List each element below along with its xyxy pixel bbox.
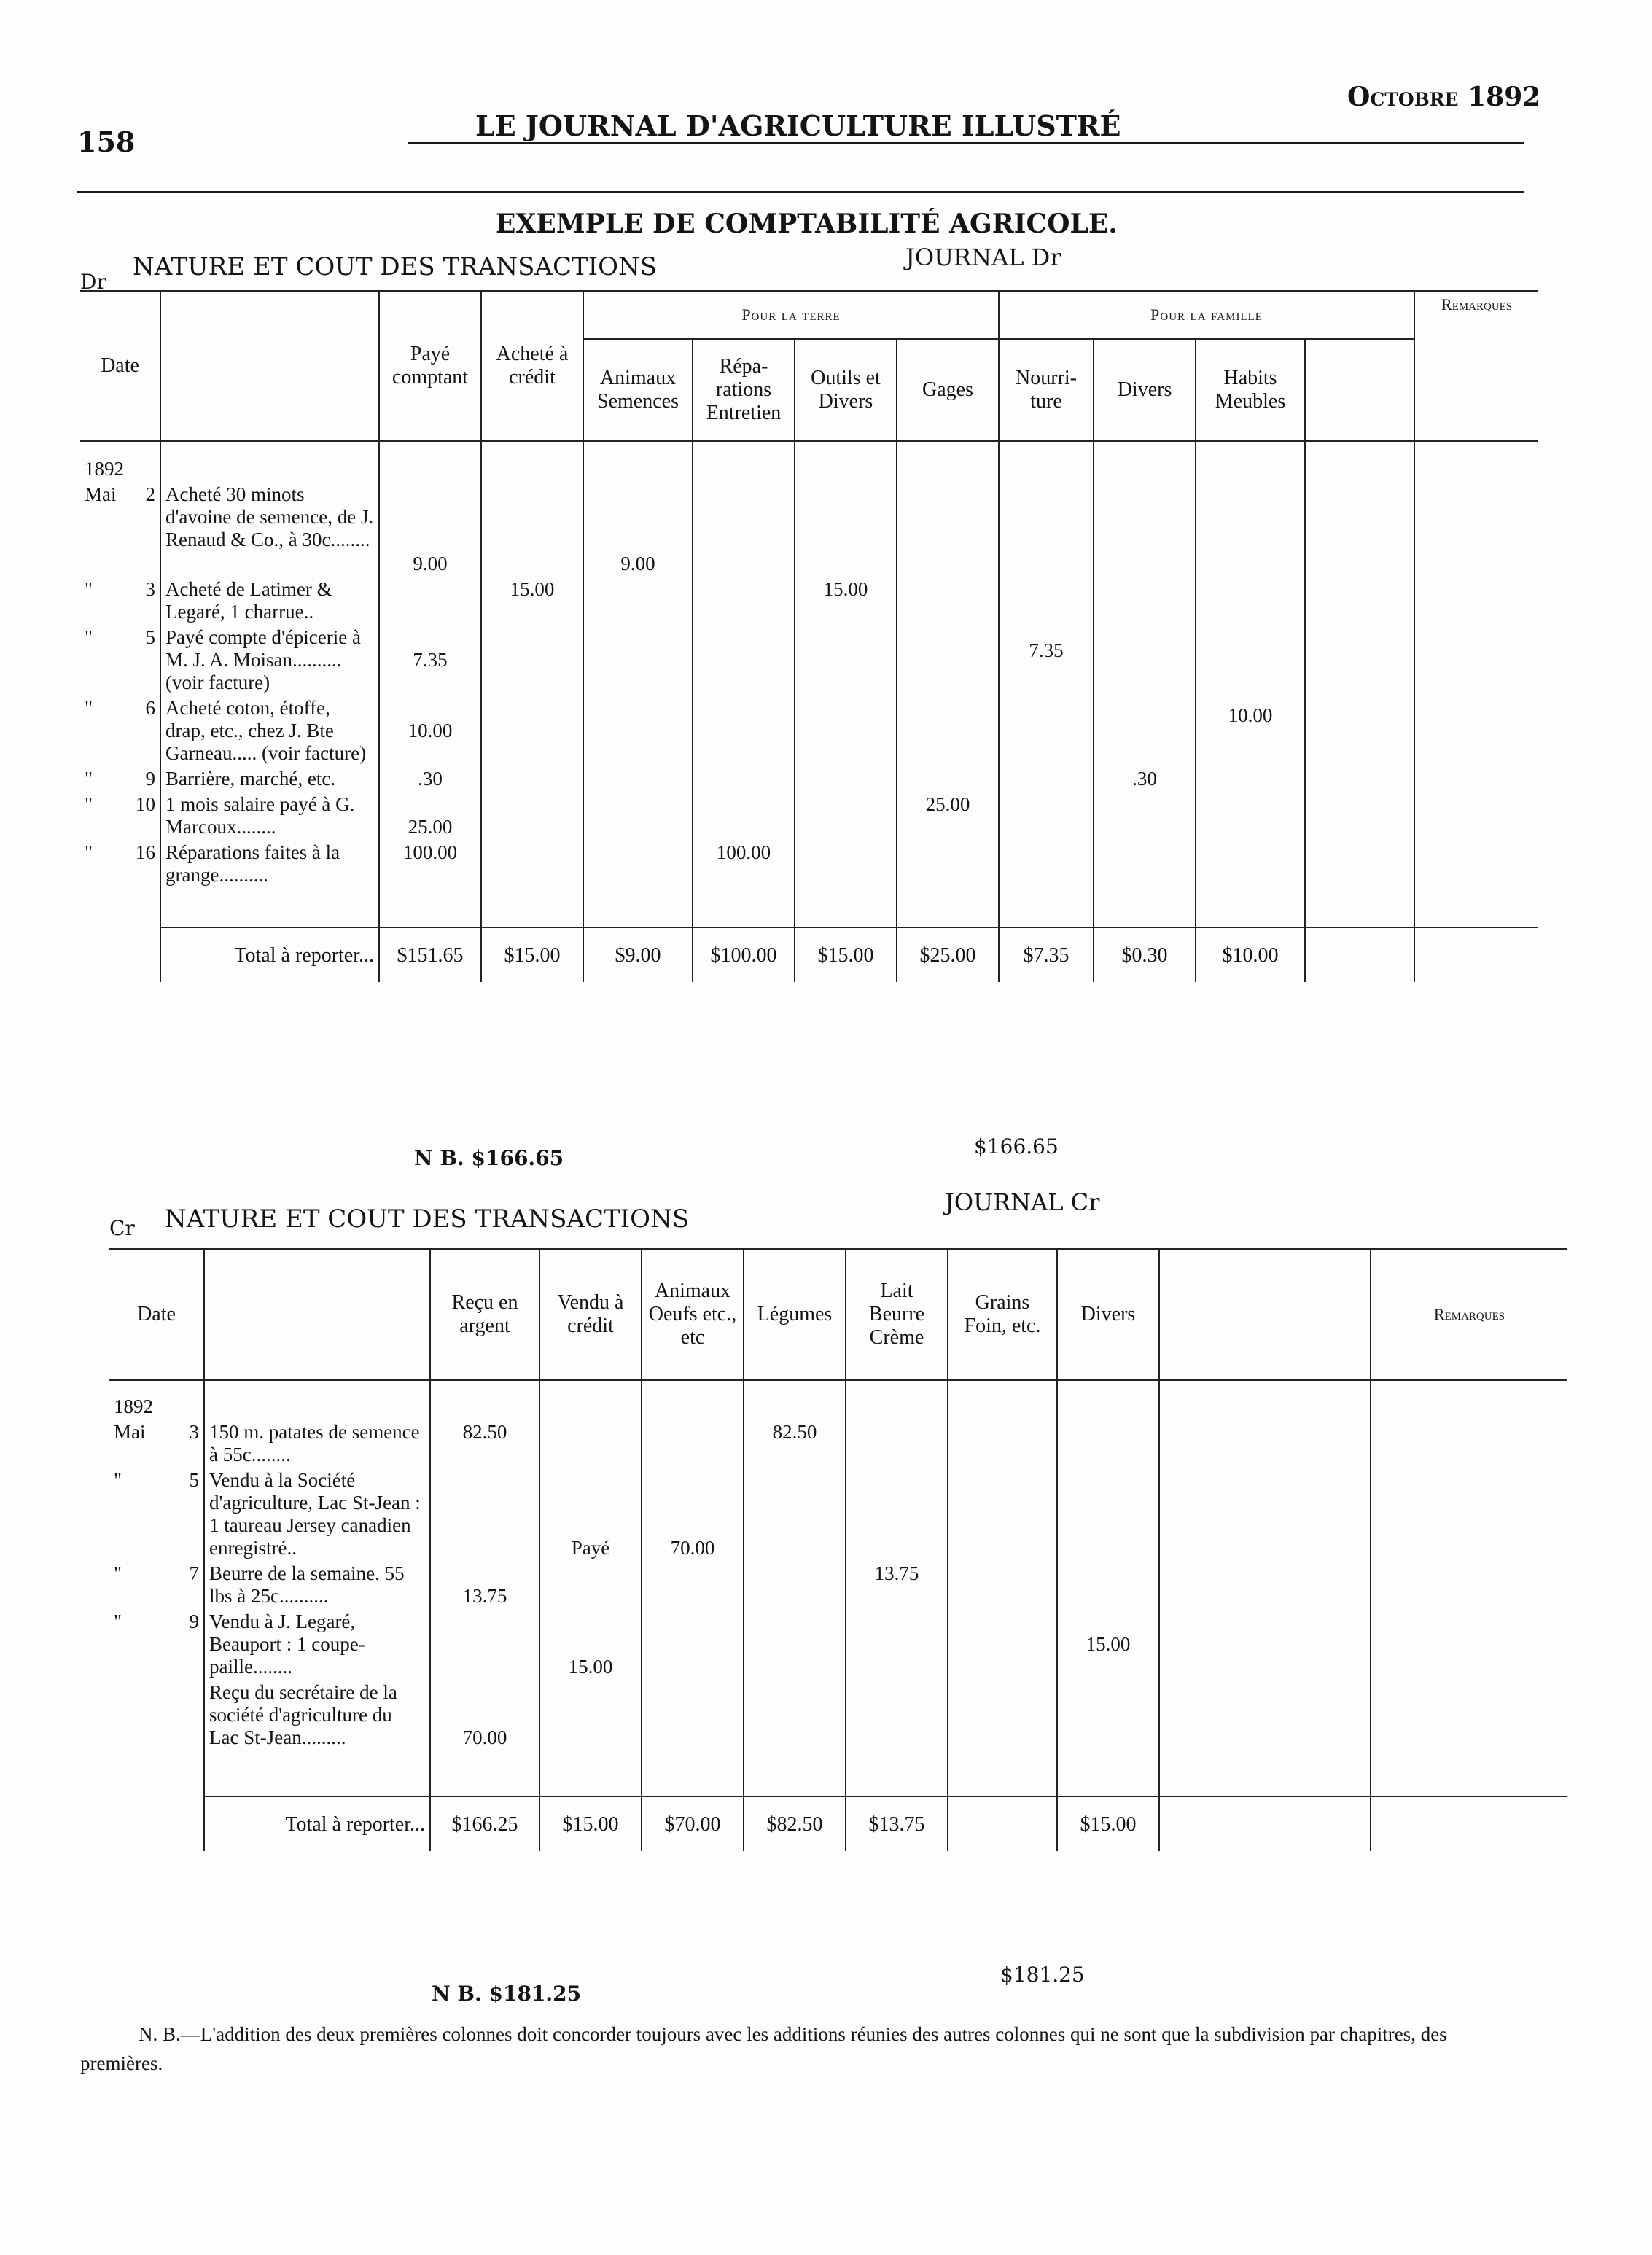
amount: 70.00: [642, 1468, 744, 1561]
amount: 9.00: [379, 482, 481, 577]
amount: .30: [1094, 766, 1196, 792]
amount: [999, 766, 1094, 792]
amount: 25.00: [379, 792, 481, 840]
amount: [481, 625, 583, 696]
total-amount: $70.00: [642, 1796, 744, 1851]
col-animaux-oeufs: Animaux Oeufs etc., etc: [642, 1249, 744, 1380]
amount: [897, 766, 999, 792]
month: ": [85, 697, 93, 719]
amount: 25.00: [897, 792, 999, 840]
table-row: [109, 1380, 1567, 1419]
description: Acheté coton, étoffe, drap, etc., chez J. Bte Garneau..... (voir facture): [160, 696, 379, 766]
day: 5: [189, 1469, 199, 1491]
description: Vendu à la Société d'agriculture, Lac St-Jean : 1 taureau Jersey canadien enregistré..: [204, 1468, 430, 1561]
amount: [1094, 840, 1196, 927]
month: ": [85, 626, 93, 648]
description: Barrière, marché, etc.: [160, 766, 379, 792]
amount: [1196, 577, 1305, 625]
amount: 100.00: [379, 840, 481, 927]
total-amount: $100.00: [693, 927, 795, 982]
amount: 10.00: [1196, 696, 1305, 766]
page-number: 158: [77, 125, 136, 158]
description: Acheté 30 minots d'avoine de semence, de J. Renaud & Co., à 30c........: [160, 482, 379, 577]
amount: [999, 792, 1094, 840]
col-remarques: Remarques: [1414, 291, 1538, 441]
amount: [795, 766, 897, 792]
issue-date: Octobre 1892: [1347, 82, 1541, 112]
credit-table: [109, 1248, 1567, 1851]
amount: [1094, 625, 1196, 696]
table-row: [80, 482, 1538, 577]
month: ": [85, 793, 93, 815]
credit-side-label: Cr: [109, 1216, 135, 1240]
col-recu-argent: Reçu en argent: [430, 1249, 539, 1380]
year-cell: 1892: [80, 441, 160, 482]
col-description: [160, 291, 379, 441]
amount: [481, 840, 583, 927]
day: 3: [145, 578, 155, 600]
total-amount: $7.35: [999, 927, 1094, 982]
amount: [1057, 1680, 1159, 1796]
month: ": [85, 578, 93, 600]
month: ": [114, 1611, 122, 1632]
total-amount: $15.00: [539, 1796, 642, 1851]
amount: [897, 840, 999, 927]
debit-section-title: NATURE ET COUT DES TRANSACTIONS: [133, 252, 657, 281]
amount: [999, 840, 1094, 927]
total-amount: [948, 1796, 1057, 1851]
table-row: [109, 1561, 1567, 1609]
col-habits-meubles: Habits Meubles: [1196, 339, 1305, 441]
col-date: Date: [109, 1249, 204, 1380]
total-amount: $82.50: [744, 1796, 846, 1851]
amount: 7.35: [379, 625, 481, 696]
month: ": [85, 841, 93, 863]
amount: Payé: [539, 1468, 642, 1561]
amount: [481, 696, 583, 766]
amount: [948, 1609, 1057, 1680]
amount: 82.50: [430, 1419, 539, 1468]
group-pour-la-terre: Pour la terre: [583, 291, 999, 339]
amount: [583, 696, 693, 766]
col-vendu-credit: Vendu à crédit: [539, 1249, 642, 1380]
month: Mai: [114, 1421, 146, 1443]
col-nourriture: Nourri-ture: [999, 339, 1094, 441]
day: 6: [145, 697, 155, 719]
amount: [846, 1468, 948, 1561]
col-date: Date: [80, 291, 160, 441]
table-row: [109, 1468, 1567, 1561]
amount: [693, 696, 795, 766]
amount: [642, 1680, 744, 1796]
amount: [795, 482, 897, 577]
amount: [897, 696, 999, 766]
amount: [583, 792, 693, 840]
amount: [642, 1419, 744, 1468]
amount: 13.75: [430, 1561, 539, 1609]
debit-journal-label: JOURNAL Dr: [905, 244, 1061, 271]
total-amount: $10.00: [1196, 927, 1305, 982]
col-animaux-semences: Animaux Semences: [583, 339, 693, 441]
amount: 13.75: [846, 1561, 948, 1609]
total-row: [80, 927, 1538, 982]
table-row: [80, 792, 1538, 840]
amount: [1057, 1561, 1159, 1609]
total-row: [109, 1796, 1567, 1851]
col-gages: Gages: [897, 339, 999, 441]
amount: 10.00: [379, 696, 481, 766]
amount: [693, 577, 795, 625]
amount: [1057, 1419, 1159, 1468]
amount: [642, 1561, 744, 1609]
table-row: [80, 840, 1538, 927]
amount: [1094, 696, 1196, 766]
amount: 15.00: [539, 1609, 642, 1680]
amount: [583, 625, 693, 696]
total-amount: $25.00: [897, 927, 999, 982]
amount: [430, 1468, 539, 1561]
amount: [795, 840, 897, 927]
month: ": [85, 768, 93, 790]
col-grains-foin: Grains Foin, etc.: [948, 1249, 1057, 1380]
amount: [1196, 840, 1305, 927]
amount: [795, 696, 897, 766]
table-row: [80, 696, 1538, 766]
amount: 15.00: [795, 577, 897, 625]
table-row: [109, 1680, 1567, 1796]
month: ": [114, 1562, 122, 1584]
col-divers: Divers: [1094, 339, 1196, 441]
amount: [539, 1419, 642, 1468]
amount: [948, 1680, 1057, 1796]
col-description: [204, 1249, 430, 1380]
amount: .30: [379, 766, 481, 792]
amount: [583, 766, 693, 792]
total-amount: $15.00: [1057, 1796, 1159, 1851]
total-amount: $151.65: [379, 927, 481, 982]
amount: [795, 792, 897, 840]
total-amount: $9.00: [583, 927, 693, 982]
month: Mai: [85, 483, 117, 505]
total-amount: $166.25: [430, 1796, 539, 1851]
amount: 100.00: [693, 840, 795, 927]
amount: [897, 625, 999, 696]
amount: 15.00: [481, 577, 583, 625]
amount: [1094, 482, 1196, 577]
debit-table: [80, 290, 1538, 982]
amount: [693, 625, 795, 696]
journal-title: LE JOURNAL D'AGRICULTURE ILLUSTRÉ: [475, 109, 1121, 142]
amount: [744, 1680, 846, 1796]
main-title: EXEMPLE DE COMPTABILITÉ AGRICOLE.: [496, 209, 1118, 239]
credit-section-title: NATURE ET COUT DES TRANSACTIONS: [165, 1204, 689, 1234]
amount: [693, 482, 795, 577]
table-row: [80, 441, 1538, 482]
col-achete-credit: Acheté à crédit: [481, 291, 583, 441]
header-rule: [408, 142, 1524, 144]
table-row: [80, 577, 1538, 625]
amount: 9.00: [583, 482, 693, 577]
amount: 15.00: [1057, 1609, 1159, 1680]
amount: [481, 482, 583, 577]
day: 3: [189, 1421, 199, 1443]
description: 1 mois salaire payé à G. Marcoux........: [160, 792, 379, 840]
day: 16: [136, 841, 155, 863]
total-amount: $15.00: [481, 927, 583, 982]
amount: [583, 840, 693, 927]
col-spacer: [1159, 1249, 1371, 1380]
amount: [948, 1561, 1057, 1609]
col-paye-comptant: Payé comptant: [379, 291, 481, 441]
col-spacer: [1305, 339, 1414, 441]
description: Beurre de la semaine. 55 lbs à 25c..........: [204, 1561, 430, 1609]
day: 2: [145, 483, 155, 505]
amount: [379, 577, 481, 625]
amount: [430, 1609, 539, 1680]
month: ": [114, 1469, 122, 1491]
amount: [999, 696, 1094, 766]
credit-grand-total: $181.25: [1000, 1963, 1085, 1987]
total-amount: $0.30: [1094, 927, 1196, 982]
credit-nb-total: N B. $181.25: [432, 1982, 582, 2006]
amount: [897, 577, 999, 625]
amount: [999, 482, 1094, 577]
amount: [948, 1419, 1057, 1468]
debit-grand-total: $166.65: [974, 1134, 1059, 1158]
amount: [1094, 792, 1196, 840]
day: 7: [189, 1562, 199, 1584]
col-legumes: Légumes: [744, 1249, 846, 1380]
amount: [897, 482, 999, 577]
day: 9: [145, 768, 155, 790]
amount: [1196, 625, 1305, 696]
amount: [846, 1680, 948, 1796]
group-pour-la-famille: Pour la famille: [999, 291, 1414, 339]
table-row: [80, 625, 1538, 696]
header-rule-lower: [77, 191, 1524, 193]
amount: [846, 1609, 948, 1680]
amount: [481, 766, 583, 792]
amount: 70.00: [430, 1680, 539, 1796]
amount: [1196, 482, 1305, 577]
amount: 82.50: [744, 1419, 846, 1468]
total-label: Total à reporter...: [160, 927, 379, 982]
amount: [744, 1468, 846, 1561]
amount: [693, 766, 795, 792]
col-reparations: Répa-rations Entretien: [693, 339, 795, 441]
amount: [744, 1561, 846, 1609]
amount: [1057, 1468, 1159, 1561]
col-outils-divers: Outils et Divers: [795, 339, 897, 441]
day: 9: [189, 1611, 199, 1632]
description: Reçu du secrétaire de la société d'agriculture du Lac St-Jean.........: [204, 1680, 430, 1796]
amount: [999, 577, 1094, 625]
total-amount: $13.75: [846, 1796, 948, 1851]
table-row: [109, 1609, 1567, 1680]
amount: [846, 1419, 948, 1468]
amount: [1196, 766, 1305, 792]
amount: [744, 1609, 846, 1680]
amount: [1196, 792, 1305, 840]
credit-journal-label: JOURNAL Cr: [945, 1188, 1100, 1216]
table-row: [80, 766, 1538, 792]
description: Vendu à J. Legaré, Beauport : 1 coupe-paille........: [204, 1609, 430, 1680]
year-cell: 1892: [109, 1380, 204, 1419]
col-divers: Divers: [1057, 1249, 1159, 1380]
total-amount: $15.00: [795, 927, 897, 982]
amount: 7.35: [999, 625, 1094, 696]
description: Payé compte d'épicerie à M. J. A. Moisan.......... (voir facture): [160, 625, 379, 696]
description: Réparations faites à la grange..........: [160, 840, 379, 927]
amount: [642, 1609, 744, 1680]
description: Acheté de Latimer & Legaré, 1 charrue..: [160, 577, 379, 625]
amount: [583, 577, 693, 625]
table-row: [109, 1419, 1567, 1468]
amount: [795, 625, 897, 696]
description: 150 m. patates de semence à 55c........: [204, 1419, 430, 1468]
day: 5: [145, 626, 155, 648]
amount: [481, 792, 583, 840]
debit-nb-total: N B. $166.65: [414, 1146, 564, 1170]
debit-side-label: Dr: [80, 270, 106, 294]
footnote: N. B.—L'addition des deux premières colonnes doit concorder toujours avec les additions réunies des autres colonnes qui ne sont que la subdivision par chapitres, des premières.: [80, 2023, 1447, 2074]
col-lait-beurre: Lait Beurre Crème: [846, 1249, 948, 1380]
amount: [539, 1561, 642, 1609]
amount: [539, 1680, 642, 1796]
amount: [693, 792, 795, 840]
total-label: Total à reporter...: [204, 1796, 430, 1851]
col-remarques: Remarques: [1371, 1249, 1567, 1380]
amount: [1094, 577, 1196, 625]
day: 10: [136, 793, 155, 815]
amount: [948, 1468, 1057, 1561]
